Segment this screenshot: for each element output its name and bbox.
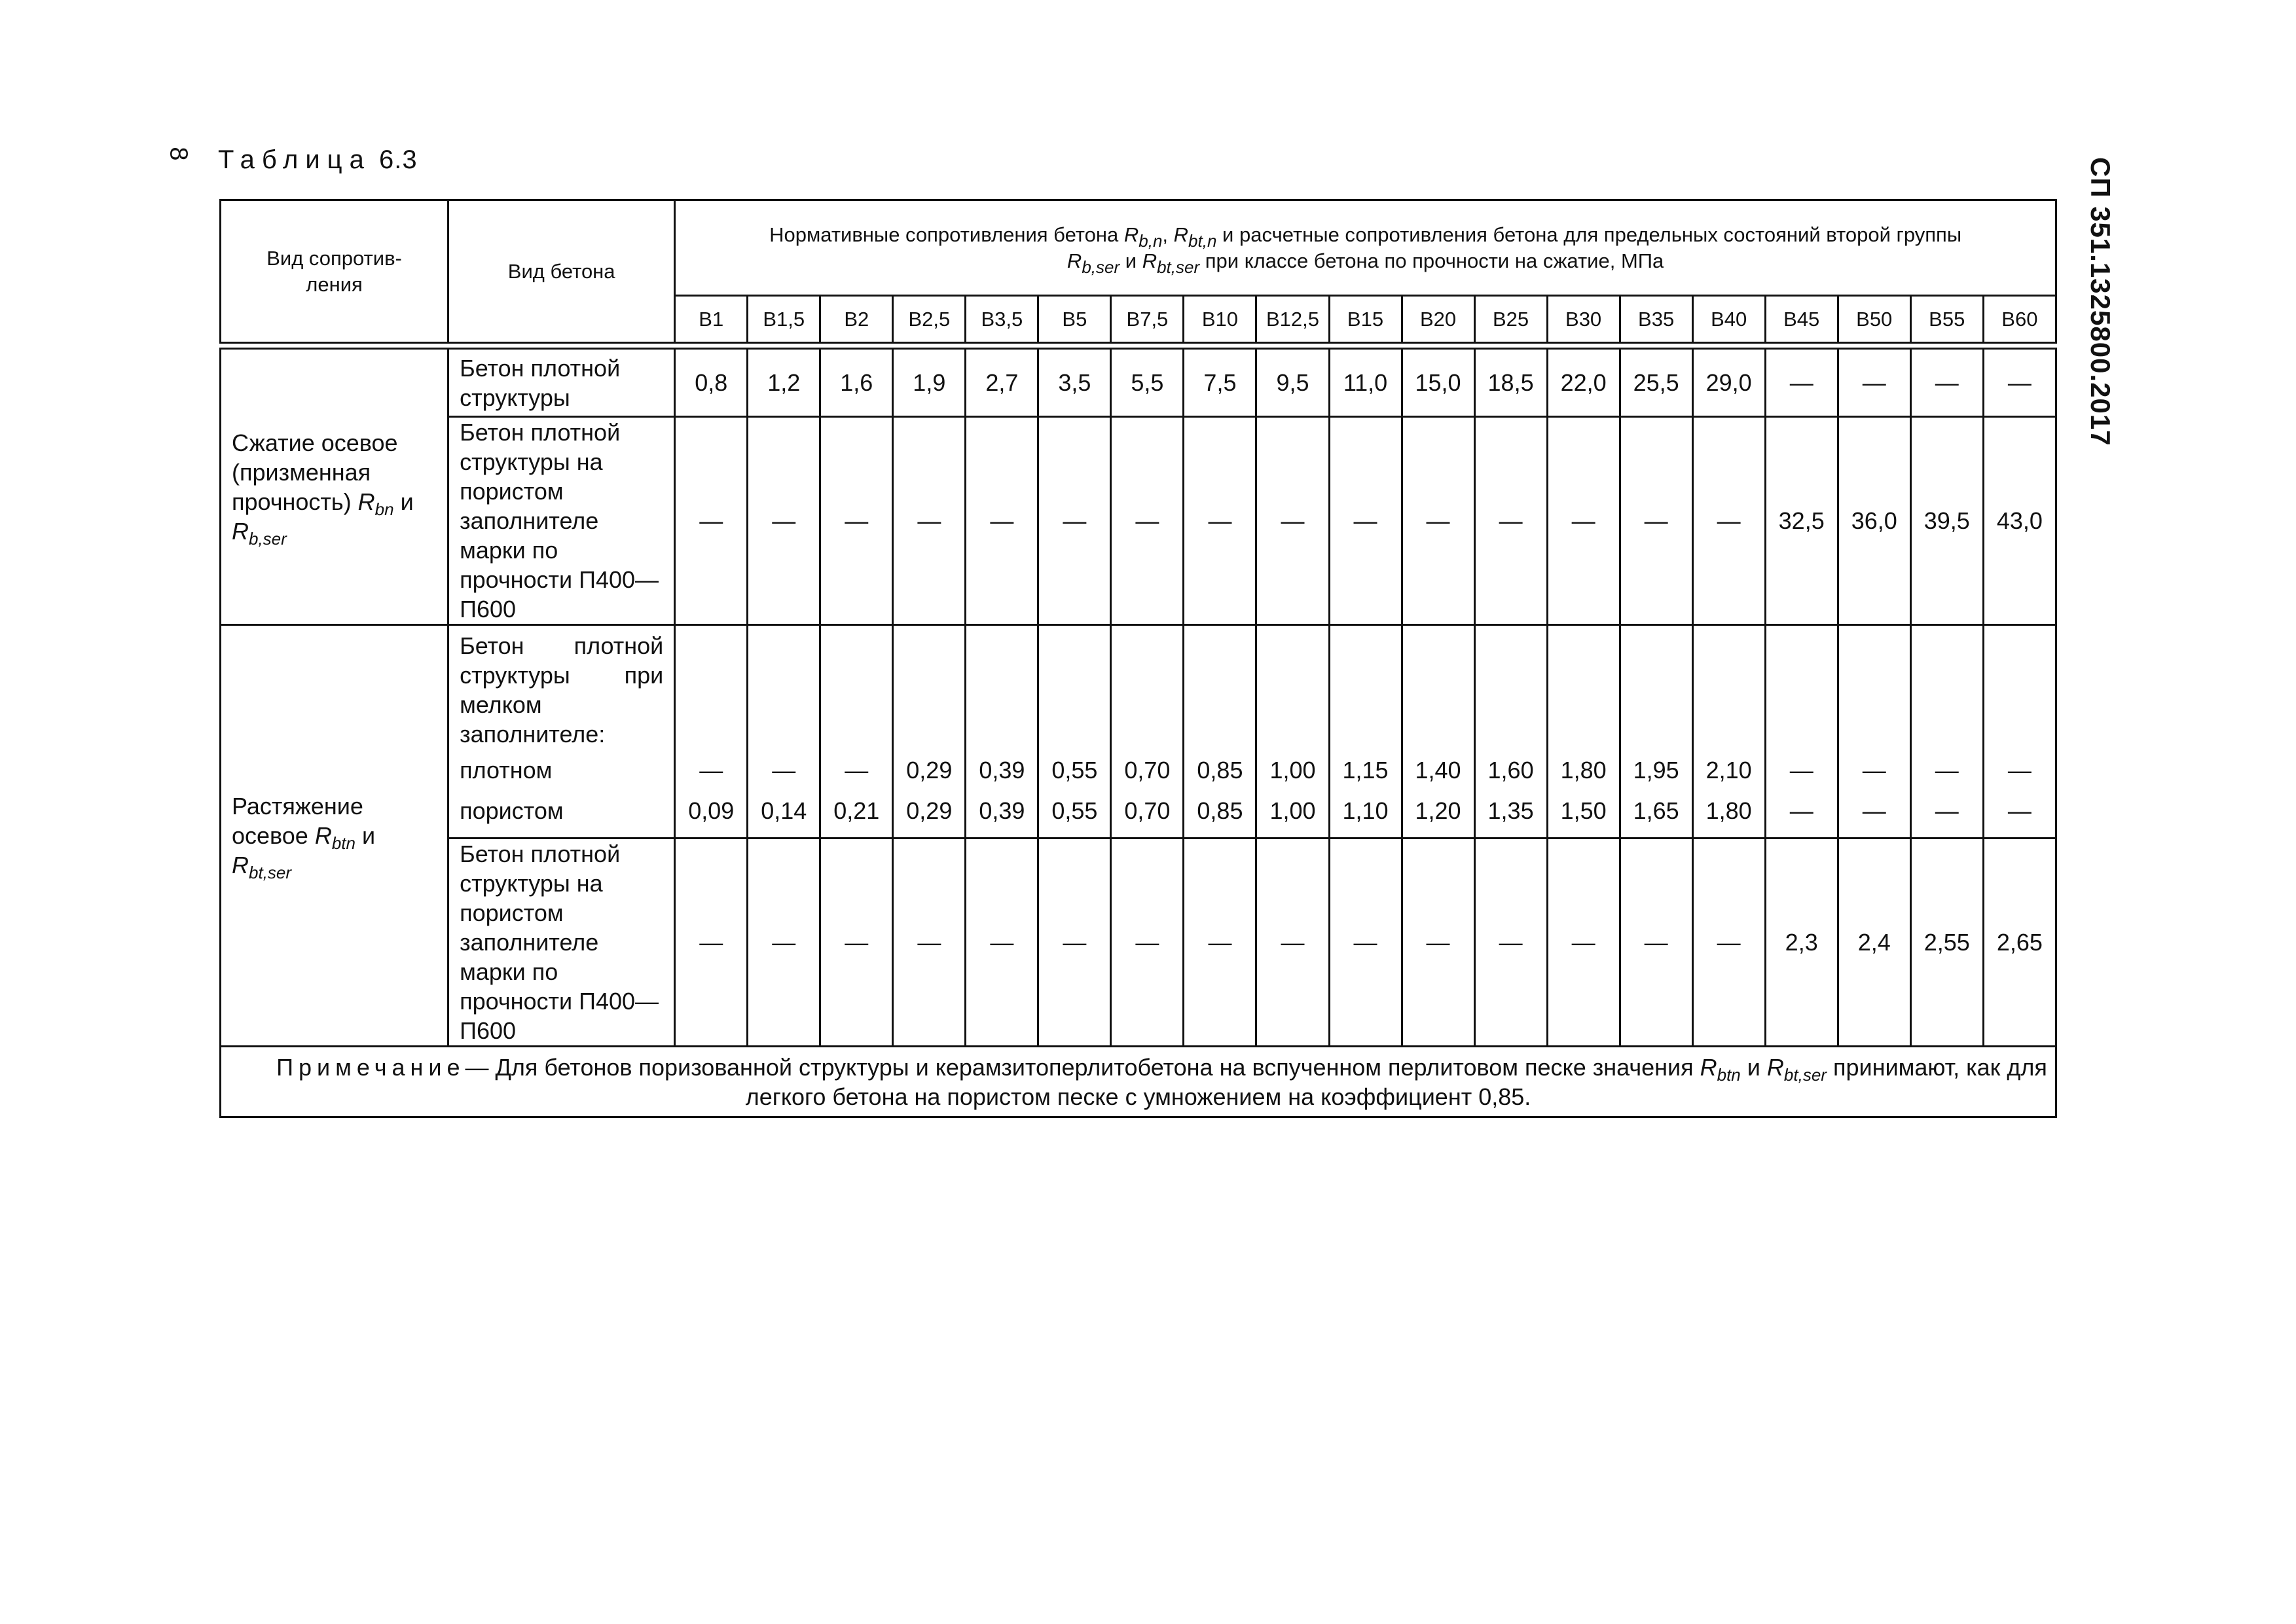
- type-porous-agg: Бетон плотной структуры на пористом заполнителе марки по прочности П400—П600: [448, 417, 675, 625]
- value-pair: — 0,21: [820, 625, 893, 839]
- value-cell: —: [893, 417, 966, 625]
- value-cell: 1,2: [748, 349, 820, 417]
- kind-compression: Сжатие осевое (призменная прочность) $R_{bn}$ и $R_{b,ser}$: [221, 349, 448, 625]
- value-cell: 25,5: [1620, 349, 1692, 417]
- kind-compression-text: Сжатие осевое (призменная прочность): [232, 429, 398, 515]
- value-cell: —: [1474, 839, 1547, 1047]
- value-cell: 7,5: [1184, 349, 1256, 417]
- value-cell: 22,0: [1547, 349, 1620, 417]
- value-cell: —: [1547, 417, 1620, 625]
- value-pair: 0,70 0,70: [1111, 625, 1184, 839]
- value-cell: —: [1111, 417, 1184, 625]
- header-group: Нормативные сопротивления бетона $R_{b,n}$, $R_{bt,n}$ и расчетные сопротивления бетона для предельных состояний второй группы $R_{b,ser}$ и $R_{bt,ser}$ при классе бетона по прочности на сжатие, МПа: [675, 200, 2056, 296]
- value-pair: 0,39 0,39: [966, 625, 1038, 839]
- value-cell: 15,0: [1402, 349, 1474, 417]
- class-header: B10: [1184, 296, 1256, 343]
- note-label: Примечание: [276, 1053, 465, 1081]
- value-cell: 43,0: [1983, 417, 2056, 625]
- value-pair: 1,00 1,00: [1256, 625, 1329, 839]
- value-cell: —: [966, 839, 1038, 1047]
- value-cell: 36,0: [1838, 417, 1910, 625]
- class-header: B2,5: [893, 296, 966, 343]
- value-cell: —: [1620, 839, 1692, 1047]
- type-fine-agg-text: Бетон плотной структуры при мелком заполнителе:: [460, 632, 664, 748]
- type-dense: Бетон плотной структуры: [448, 349, 675, 417]
- value-cell: —: [966, 417, 1038, 625]
- header-concrete-type: Вид бетона: [448, 200, 675, 343]
- value-cell: —: [1402, 417, 1474, 625]
- class-header: B25: [1474, 296, 1547, 343]
- value-pair: 0,55 0,55: [1038, 625, 1111, 839]
- page-number: 8: [164, 147, 192, 161]
- value-pair: — —: [1983, 625, 2056, 839]
- header-col1-text: Вид сопротив-ления: [266, 246, 402, 296]
- value-pair: 1,80 1,50: [1547, 625, 1620, 839]
- value-cell: —: [1111, 839, 1184, 1047]
- note-and: и: [1747, 1053, 1760, 1081]
- value-cell: —: [675, 839, 748, 1047]
- kind-compression-and: и: [400, 488, 414, 515]
- value-pair: — 0,09: [675, 625, 748, 839]
- value-cell: —: [1910, 349, 1983, 417]
- value-cell: 39,5: [1910, 417, 1983, 625]
- value-cell: 11,0: [1329, 349, 1402, 417]
- value-cell: —: [1474, 417, 1547, 625]
- class-header: B1,5: [748, 296, 820, 343]
- value-pair: — —: [1838, 625, 1910, 839]
- value-cell: 2,3: [1765, 839, 1838, 1047]
- value-cell: 9,5: [1256, 349, 1329, 417]
- value-cell: 1,6: [820, 349, 893, 417]
- standard-code: [2085, 157, 2136, 446]
- value-cell: —: [1547, 839, 1620, 1047]
- table-label-number: 6.3: [378, 145, 418, 174]
- value-cell: —: [820, 417, 893, 625]
- value-pair: 1,60 1,35: [1474, 625, 1547, 839]
- class-header: B12,5: [1256, 296, 1329, 343]
- value-cell: —: [1184, 839, 1256, 1047]
- header-group-and: и: [1125, 249, 1137, 272]
- value-cell: —: [1983, 349, 2056, 417]
- class-header: B3,5: [966, 296, 1038, 343]
- value-cell: —: [1038, 839, 1111, 1047]
- value-pair: — —: [1765, 625, 1838, 839]
- value-cell: —: [1184, 417, 1256, 625]
- header-group-mid: и расчетные сопротивления бетона для предельных состояний второй группы: [1222, 223, 1962, 246]
- header-group-suffix: при классе бетона по прочности на сжатие, МПа: [1205, 249, 1664, 272]
- class-header: B1: [675, 296, 748, 343]
- note-text-2: принимают, как для легкого бетона на пористом песке с умножением на коэффициент 0,85.: [745, 1053, 2047, 1110]
- value-cell: 32,5: [1765, 417, 1838, 625]
- standard-code-text: СП 351.1325800.2017: [2085, 157, 2116, 446]
- class-header: B30: [1547, 296, 1620, 343]
- subtype-porous-label: пористом: [460, 797, 564, 824]
- value-cell: —: [820, 839, 893, 1047]
- value-pair: 1,95 1,65: [1620, 625, 1692, 839]
- row-tension-fine-agg: [221, 625, 2056, 839]
- value-pair: 1,15 1,10: [1329, 625, 1402, 839]
- row-compression-dense: [221, 349, 2056, 417]
- value-cell: 2,65: [1983, 839, 2056, 1047]
- class-header: B40: [1692, 296, 1765, 343]
- value-pair: 0,85 0,85: [1184, 625, 1256, 839]
- value-cell: —: [1838, 349, 1910, 417]
- value-cell: 5,5: [1111, 349, 1184, 417]
- note-text-1: — Для бетонов поризованной структуры и керамзитоперлитобетона на вспученном перлитовом песке значения: [465, 1053, 1694, 1081]
- class-header: B15: [1329, 296, 1402, 343]
- header-group-prefix: Нормативные сопротивления бетона: [769, 223, 1119, 246]
- kind-tension-text: Растяжение осевое: [232, 793, 363, 849]
- value-cell: —: [1402, 839, 1474, 1047]
- class-header: B7,5: [1111, 296, 1184, 343]
- value-cell: 0,8: [675, 349, 748, 417]
- class-header: B35: [1620, 296, 1692, 343]
- header-resistance-type: [221, 200, 448, 343]
- value-cell: —: [1692, 839, 1765, 1047]
- value-cell: —: [748, 839, 820, 1047]
- type-porous-agg-tension: Бетон плотной структуры на пористом заполнителе марки по прочности П400—П600: [448, 839, 675, 1047]
- table-label-word: Таблица: [218, 145, 371, 174]
- value-cell: 18,5: [1474, 349, 1547, 417]
- value-cell: 2,55: [1910, 839, 1983, 1047]
- class-header: B55: [1910, 296, 1983, 343]
- value-pair: — —: [1910, 625, 1983, 839]
- value-cell: —: [675, 417, 748, 625]
- table-label: [218, 145, 418, 175]
- value-cell: —: [1765, 349, 1838, 417]
- class-header: B60: [1983, 296, 2056, 343]
- value-cell: 1,9: [893, 349, 966, 417]
- table-note: Примечание— Для бетонов поризованной структуры и керамзитоперлитобетона на вспученном перлитовом песке значения $R_{btn}$ и $R_{bt,ser}$ принимают, как для легкого бетона на пористом песке с умножением на коэффициент 0,85.: [221, 1047, 2056, 1117]
- row-tension-porous-agg: [221, 839, 2056, 1047]
- value-cell: 2,7: [966, 349, 1038, 417]
- class-header: B2: [820, 296, 893, 343]
- value-pair: — 0,14: [748, 625, 820, 839]
- value-cell: 3,5: [1038, 349, 1111, 417]
- value-cell: 2,4: [1838, 839, 1910, 1047]
- kind-tension-and: и: [362, 822, 376, 849]
- value-cell: —: [1620, 417, 1692, 625]
- value-cell: —: [1329, 417, 1402, 625]
- value-pair: 2,10 1,80: [1692, 625, 1765, 839]
- resistance-table: [219, 199, 2057, 1118]
- value-cell: —: [1692, 417, 1765, 625]
- value-cell: 29,0: [1692, 349, 1765, 417]
- type-fine-agg: [448, 625, 675, 839]
- value-cell: —: [1038, 417, 1111, 625]
- value-cell: —: [1329, 839, 1402, 1047]
- class-header: B45: [1765, 296, 1838, 343]
- row-compression-porous-agg: [221, 417, 2056, 625]
- class-header: B5: [1038, 296, 1111, 343]
- subtype-dense-label: плотном: [460, 757, 553, 784]
- class-header: B50: [1838, 296, 1910, 343]
- value-pair: 0,29 0,29: [893, 625, 966, 839]
- value-pair: 1,40 1,20: [1402, 625, 1474, 839]
- class-header: B20: [1402, 296, 1474, 343]
- value-cell: —: [893, 839, 966, 1047]
- value-cell: —: [1256, 839, 1329, 1047]
- value-cell: —: [1256, 417, 1329, 625]
- kind-tension: Растяжение осевое $R_{btn}$ и $R_{bt,ser}$: [221, 625, 448, 1047]
- value-cell: —: [748, 417, 820, 625]
